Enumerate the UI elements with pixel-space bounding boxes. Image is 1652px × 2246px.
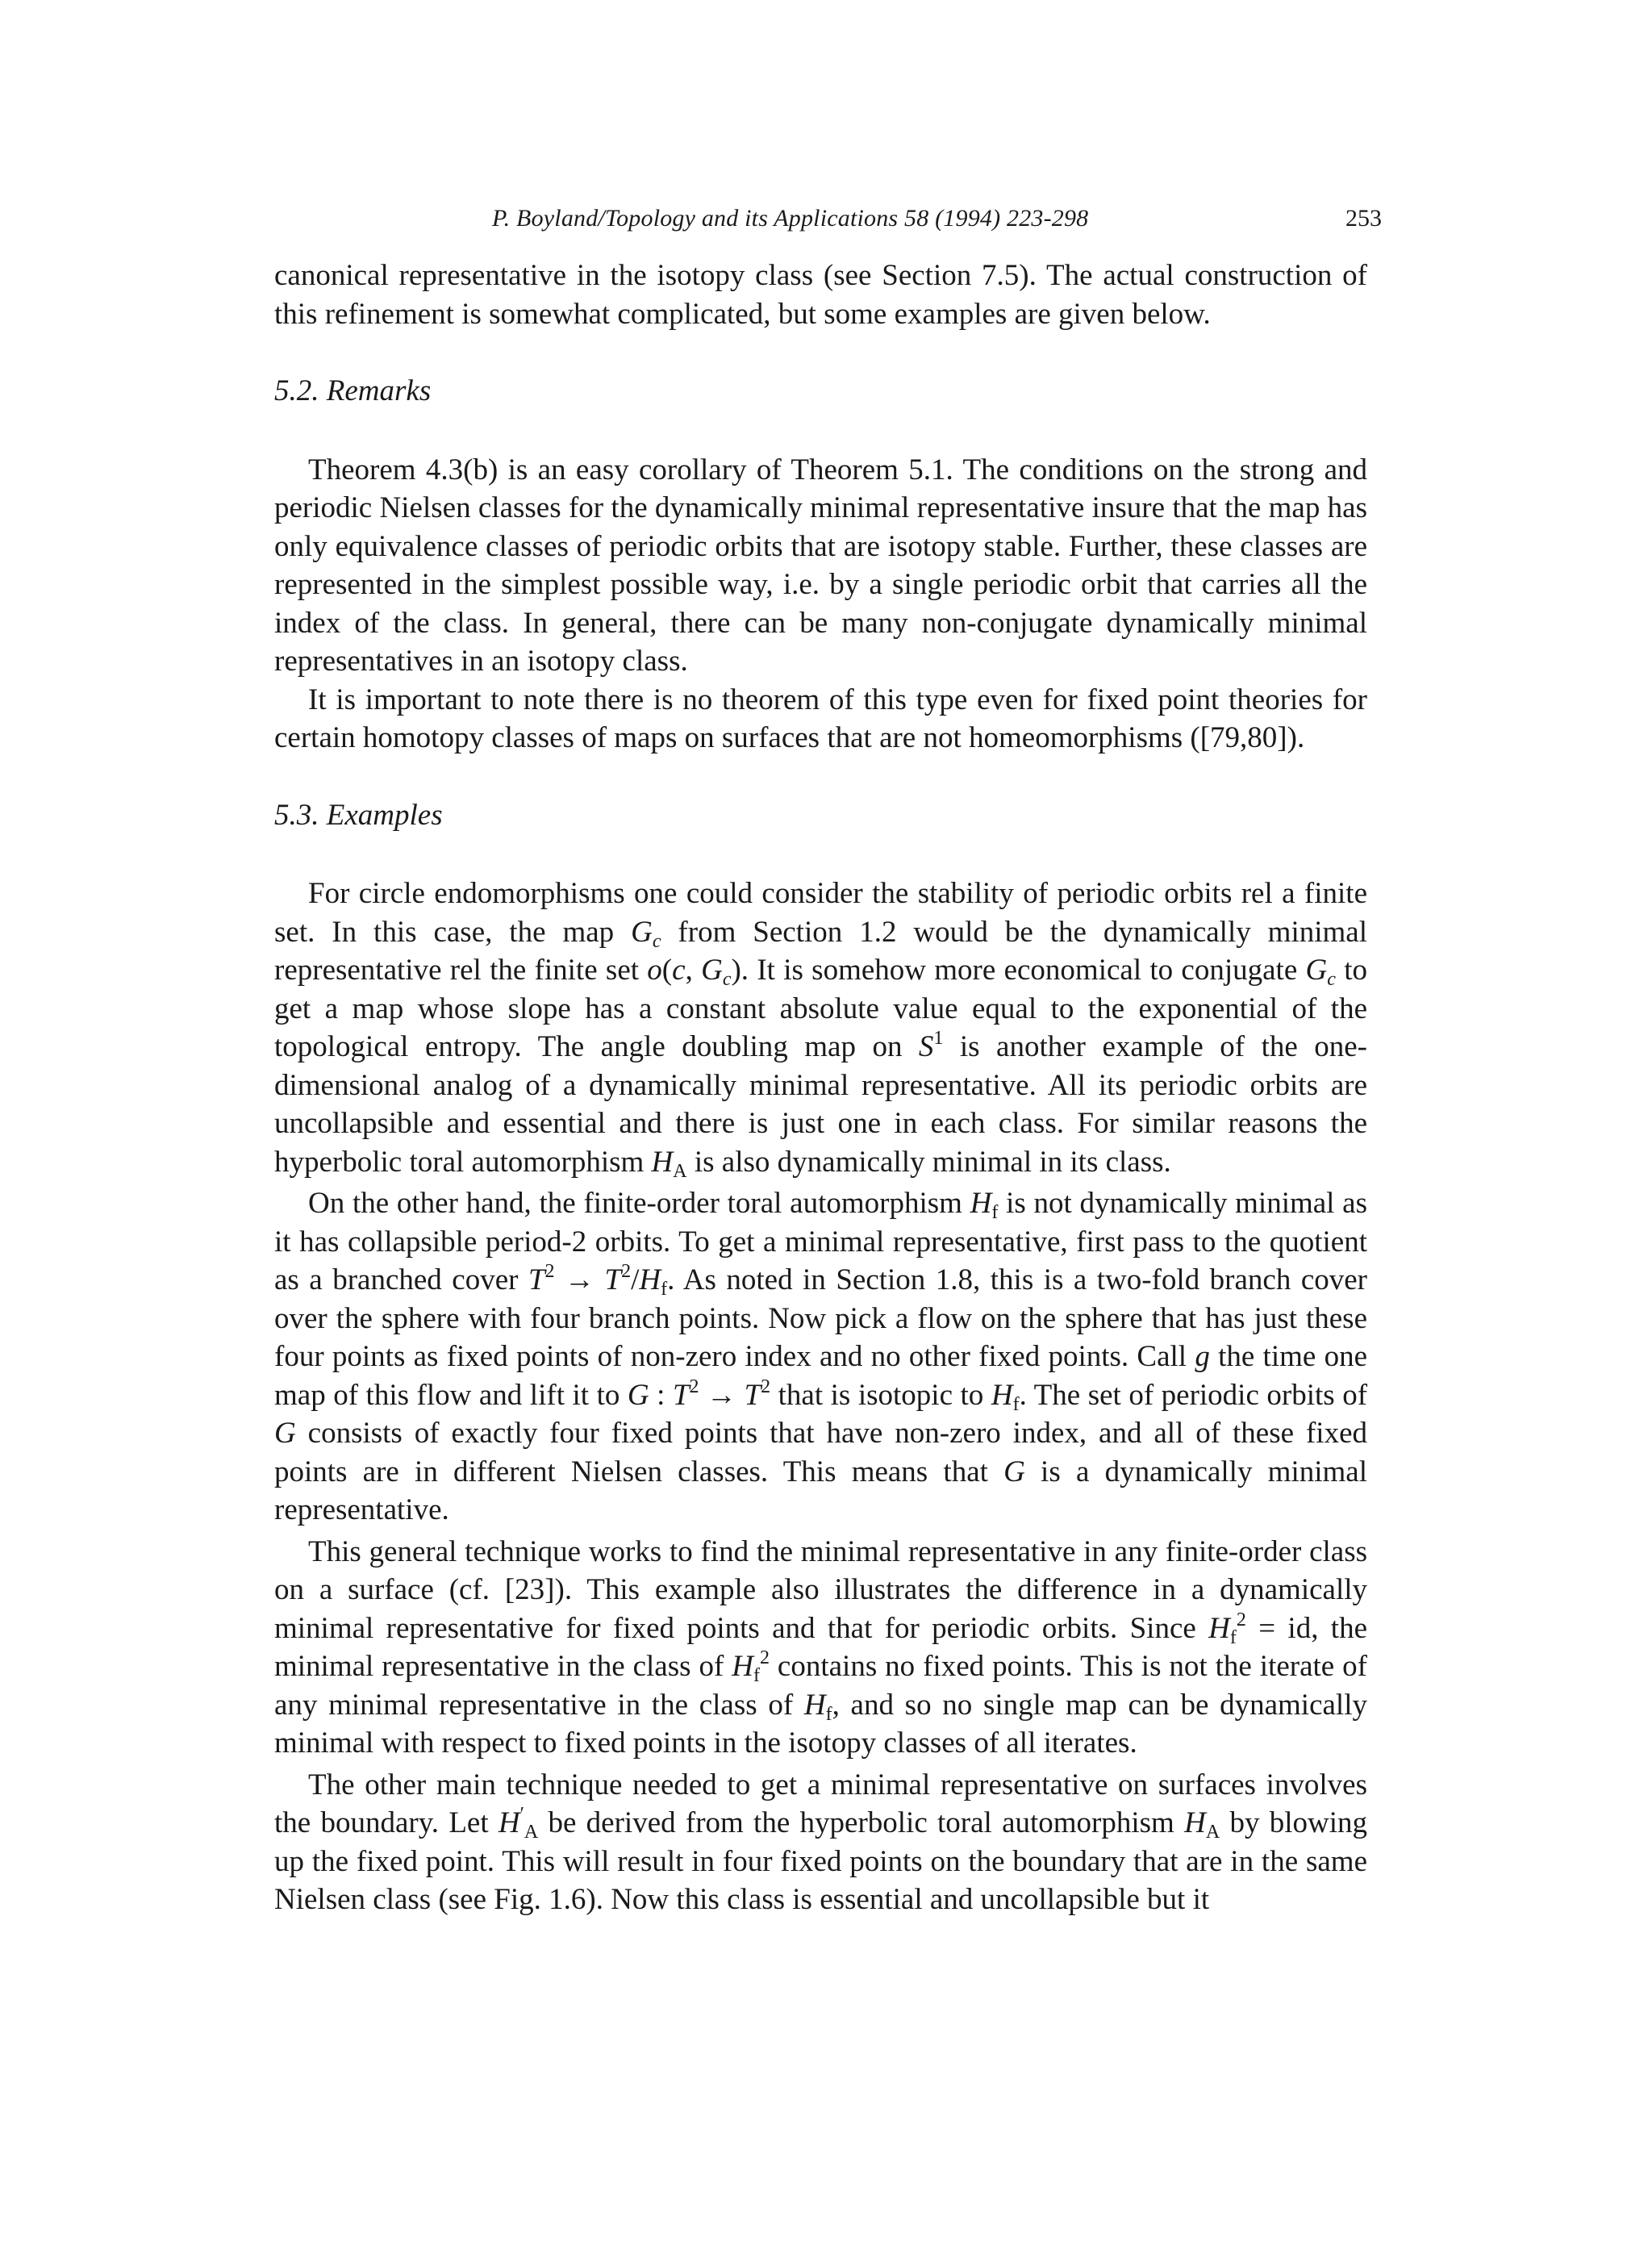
page-body [274, 257, 1367, 1919]
paragraph-example-finite-order: On the other hand, the finite-order toral automorphism $H_f$ is not dynamically minimal as it has collapsible period-2 orbits. To get a minimal representative, first pass to the quotient as a branched cover $T^2 \to T^2/H_f$. As noted in Section 1.8, this is a two-fold branch cover over the sphere with four branch points. Now pick a flow on the sphere that has just these four points as fixed points of non-zero index and no other fixed points. Call g the time one map of this flow and lift it to G : $T^2 \to T^2$ that is isotopic to $H_f$. The set of periodic orbits of G consists of exactly four fixed points that have non-zero index, and all of these fixed points are in different Nielsen classes. This means that G is a dynamically minimal representative. [274, 1187, 1368, 1526]
paragraph-remarks-2: It is important to note there is no theorem of this type even for fixed point theories for certain homotopy classes of maps on surfaces that are not homeomorphisms ([79,80]). [274, 683, 1367, 754]
page-number: 253 [1345, 205, 1382, 232]
section-heading-5-2: 5.2. Remarks [274, 374, 432, 407]
paragraph-example-technique: This general technique works to find the minimal representative in any finite-order class on a surface (cf. [23]). This example also illustrates the difference in a dynamically minimal representative for fixed points and that for periodic orbits. Since $H_f^2$ = id, the minimal representative in the class of $H_f^2$ contains no fixed points. This is not the iterate of any minimal representative in the class of $H_f$, and so no single map can be dynamically minimal with respect to fixed points in the isotopy classes of all iterates. [274, 1534, 1367, 1760]
paragraph-remarks-1: Theorem 4.3(b) is an easy corollary of Theorem 5.1. The conditions on the strong and periodic Nielsen classes for the dynamically minimal representative insure that the map has only equivalence classes of periodic orbits that are isotopy stable. Further, these classes are represented in the simplest possible way, i.e. by a single periodic orbit that carries all the index of the class. In general, there can be many non-conjugate dynamically minimal representatives in an isotopy class. [274, 453, 1367, 678]
paragraph-intro: canonical representative in the isotopy class (see Section 7.5). The actual construction of this refinement is somewhat complicated, but some examples are given below. [274, 259, 1367, 331]
section-heading-5-3: 5.3. Examples [274, 798, 443, 832]
running-head: P. Boyland/Topology and its Applications 58 (1994) 223-298 [492, 205, 1089, 232]
paragraph-example-circle: For circle endomorphisms one could consider the stability of periodic orbits rel a finite set. In this case, the map $G_c$ from Section 1.2 would be the dynamically minimal representative rel the finite set o(c, $G_c$). It is somehow more economical to conjugate $G_c$ to get a map whose slope has a constant absolute value equal to the exponential of the topological entropy. The angle doubling map on $S^1$ is another example of the one-dimensional analog of a dynamically minimal representative. All its periodic orbits are uncollapsible and essential and there is just one in each class. For similar reasons the hyperbolic toral automorphism $H_A$ is also dynamically minimal in its class. [274, 877, 1368, 1182]
paragraph-example-boundary: The other main technique needed to get a minimal representative on surfaces involves the boundary. Let $H'_A$ be derived from the hyperbolic toral automorphism $H_A$ by blowing up the fixed point. This will result in four fixed points on the boundary that are in the same Nielsen class (see Fig. 1.6). Now this class is essential and uncollapsible but it [274, 1768, 1367, 1916]
